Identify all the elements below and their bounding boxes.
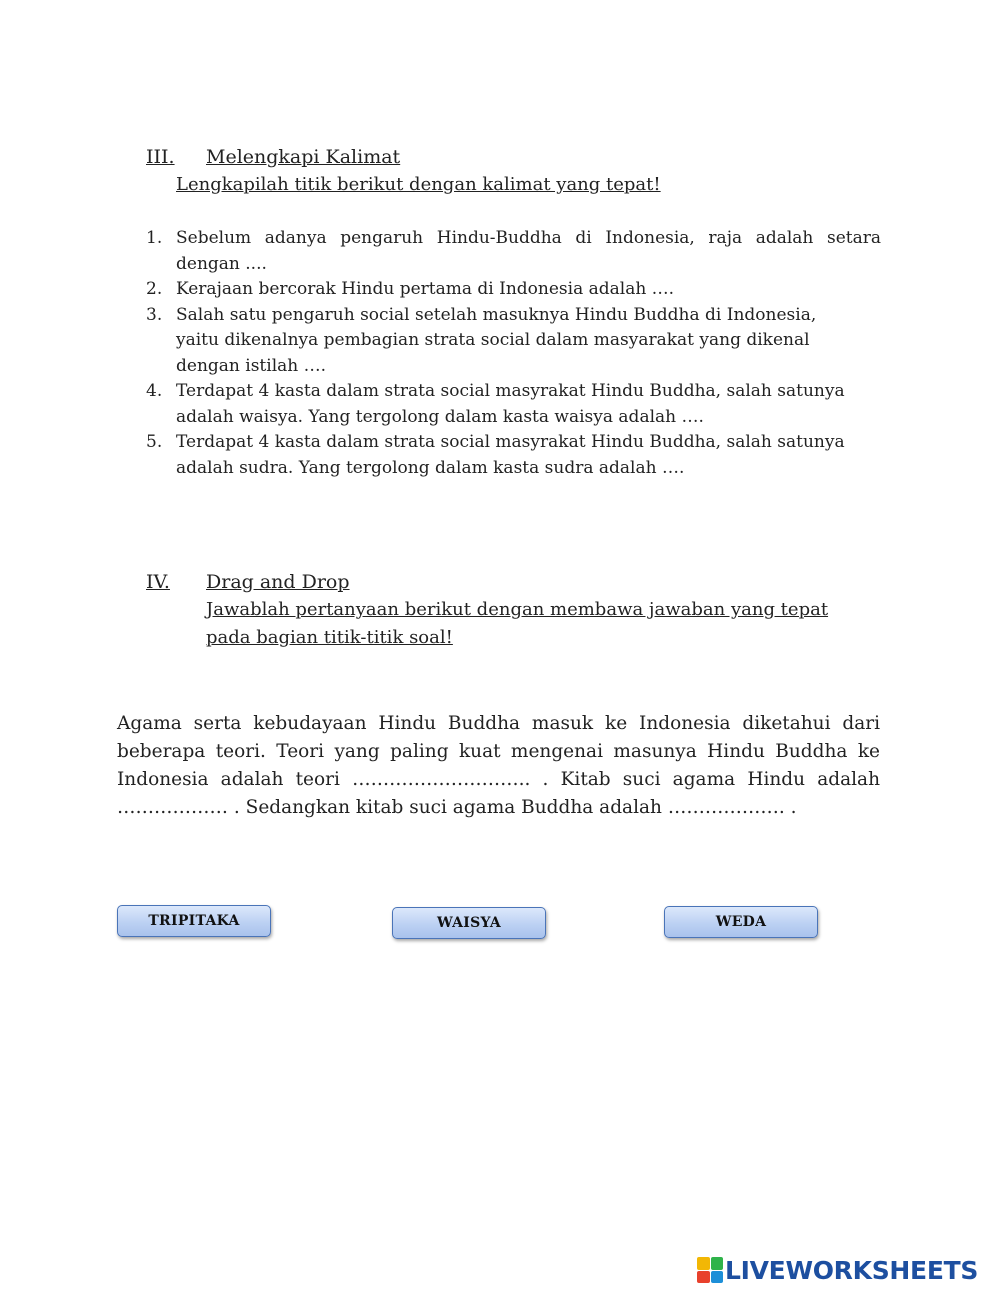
section-3-instruction: Lengkapilah titik berikut dengan kalimat yang tepat! (176, 174, 661, 195)
answer-weda-button[interactable]: WEDA (664, 906, 818, 938)
question-item (146, 303, 881, 380)
logo-block (711, 1257, 724, 1270)
section-4-title: Drag and Drop (206, 571, 350, 593)
question-list (146, 226, 881, 481)
logo-block (711, 1271, 724, 1284)
liveworksheets-logo (697, 1254, 978, 1286)
answer-waisya-button[interactable]: WAISYA (392, 907, 546, 939)
question-text: Kerajaan bercorak Hindu pertama di Indonesia adalah …. (176, 279, 675, 299)
logo-block (697, 1257, 710, 1270)
section-3-number: III. (146, 146, 175, 168)
question-number: 1. (146, 228, 163, 248)
section-4-instruction: Jawablah pertanyaan berikut dengan membawa jawaban yang tepat pada bagian titik-titik soal! (206, 599, 829, 648)
question-text: Salah satu pengaruh social setelah masuknya Hindu Buddha di Indonesia, yaitu dikenalnya pembagian strata social dalam masyarakat yang dikenal dengan istilah …. (176, 304, 817, 376)
question-number: 4. (146, 381, 163, 401)
section-4-number: IV. (146, 571, 170, 593)
logo-blocks-icon (697, 1257, 723, 1283)
question-item (146, 430, 881, 481)
logo-block (697, 1271, 710, 1284)
question-number: 3. (146, 304, 163, 325)
drag-drop-paragraph: Agama serta kebudayaan Hindu Buddha masuk ke Indonesia diketahui dari beberapa teori. Teori yang paling kuat mengenai masunya Hindu Buddha ke Indonesia adalah teori ……………………….. . Kitab suci agama Hindu adalah ……………… . Sedangkan kitab suci agama Buddha adalah ………………. . (117, 713, 880, 818)
question-number: 2. (146, 279, 163, 299)
question-item (146, 379, 881, 430)
question-text: Terdapat 4 kasta dalam strata social masyrakat Hindu Buddha, salah satunya adalah sudra. Yang tergolong dalam kasta sudra adalah …. (176, 432, 845, 478)
question-text: Sebelum adanya pengaruh Hindu-Buddha di Indonesia, raja adalah setara dengan .... (176, 228, 881, 274)
question-item (146, 277, 881, 303)
question-item (146, 226, 881, 277)
answer-tripitaka-button[interactable]: TRIPITAKA (117, 905, 271, 937)
question-text: Terdapat 4 kasta dalam strata social masyrakat Hindu Buddha, salah satunya adalah waisya. Yang tergolong dalam kasta waisya adalah …. (176, 381, 845, 427)
section-3-title: Melengkapi Kalimat (206, 146, 401, 168)
logo-text: LIVEWORKSHEETS (725, 1255, 979, 1285)
question-number: 5. (146, 432, 163, 452)
